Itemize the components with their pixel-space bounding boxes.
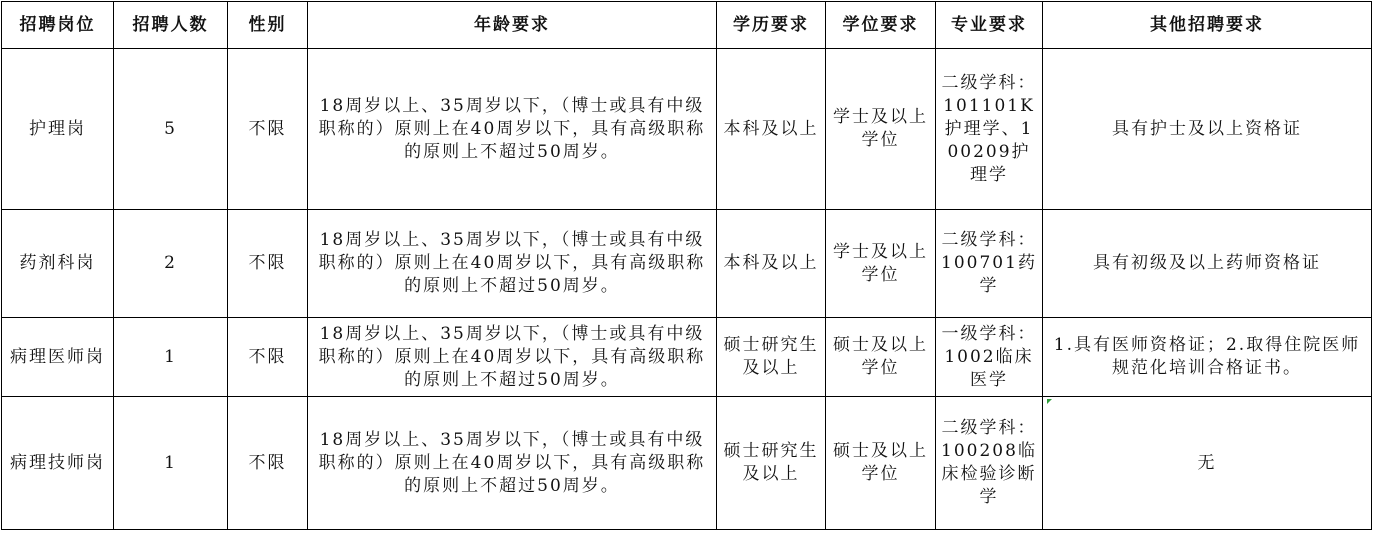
cell-major: 一级学科：1002临床医学 <box>936 318 1043 397</box>
cell-education: 硕士研究生及以上 <box>717 318 826 397</box>
cell-position: 药剂科岗 <box>2 210 114 318</box>
cell-education: 本科及以上 <box>717 210 826 318</box>
header-gender: 性别 <box>228 2 308 49</box>
cell-position: 病理技师岗 <box>2 397 114 530</box>
cell-gender: 不限 <box>228 397 308 530</box>
cell-count: 2 <box>114 210 228 318</box>
cell-other: 无 <box>1043 397 1372 530</box>
cell-major: 二级学科：101101K护理学、100209护理学 <box>936 49 1043 210</box>
table-row <box>2 397 1372 530</box>
cell-other: 具有初级及以上药师资格证 <box>1043 210 1372 318</box>
header-count: 招聘人数 <box>114 2 228 49</box>
cell-major: 二级学科：100701药学 <box>936 210 1043 318</box>
cell-position: 病理医师岗 <box>2 318 114 397</box>
cell-gender: 不限 <box>228 210 308 318</box>
cell-age: 18周岁以上、35周岁以下，（博士或具有中级职称的）原则上在40周岁以下，具有高级职称的原则上不超过50周岁。 <box>308 397 717 530</box>
cell-gender: 不限 <box>228 318 308 397</box>
header-education: 学历要求 <box>717 2 826 49</box>
cell-age: 18周岁以上、35周岁以下，（博士或具有中级职称的）原则上在40周岁以下，具有高级职称的原则上不超过50周岁。 <box>308 210 717 318</box>
cell-position: 护理岗 <box>2 49 114 210</box>
cell-count: 1 <box>114 397 228 530</box>
cell-education: 硕士研究生及以上 <box>717 397 826 530</box>
header-other: 其他招聘要求 <box>1043 2 1372 49</box>
cell-age: 18周岁以上、35周岁以下，（博士或具有中级职称的）原则上在40周岁以下，具有高级职称的原则上不超过50周岁。 <box>308 49 717 210</box>
cell-degree: 硕士及以上学位 <box>826 397 936 530</box>
cell-other: 1.具有医师资格证；2.取得住院医师规范化培训合格证书。 <box>1043 318 1372 397</box>
table-row <box>2 318 1372 397</box>
cell-age: 18周岁以上、35周岁以下，（博士或具有中级职称的）原则上在40周岁以下，具有高级职称的原则上不超过50周岁。 <box>308 318 717 397</box>
header-major: 专业要求 <box>936 2 1043 49</box>
table-row <box>2 49 1372 210</box>
header-degree: 学位要求 <box>826 2 936 49</box>
cell-other: 具有护士及以上资格证 <box>1043 49 1372 210</box>
cell-major: 二级学科：100208临床检验诊断学 <box>936 397 1043 530</box>
cell-degree: 学士及以上学位 <box>826 49 936 210</box>
header-row <box>2 2 1372 49</box>
header-age: 年龄要求 <box>308 2 717 49</box>
cell-comment-marker <box>1047 399 1052 404</box>
cell-gender: 不限 <box>228 49 308 210</box>
cell-count: 1 <box>114 318 228 397</box>
cell-degree: 学士及以上学位 <box>826 210 936 318</box>
cell-education: 本科及以上 <box>717 49 826 210</box>
cell-count: 5 <box>114 49 228 210</box>
header-position: 招聘岗位 <box>2 2 114 49</box>
cell-degree: 硕士及以上学位 <box>826 318 936 397</box>
recruitment-table <box>1 1 1372 530</box>
table-row <box>2 210 1372 318</box>
